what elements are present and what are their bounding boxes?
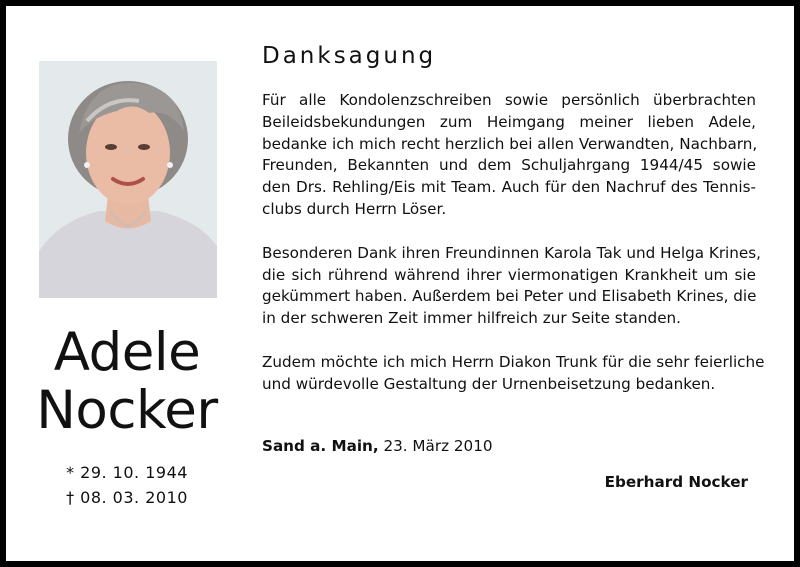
death-date: † 08. 03. 2010: [66, 488, 188, 507]
text-line: in der schweren Zeit immer hilfreich zur Seite standen.: [262, 309, 681, 328]
paragraph-3: [262, 352, 765, 396]
life-dates: [26, 460, 228, 510]
place: Sand a. Main,: [262, 437, 379, 455]
deceased-last-name: Nocker: [36, 380, 218, 441]
deceased-name: [26, 324, 228, 440]
text-line: Beileidsbekundungen zum Heimgang meiner lieben Adele,: [262, 112, 756, 131]
text-line: Freunden, Bekannten und dem Schuljahrgang 1944/45 sowie: [262, 156, 756, 175]
text-line: Zudem möchte ich mich Herrn Diakon Trunk für die sehr feierliche: [262, 352, 765, 371]
page-title: Danksagung: [262, 43, 437, 69]
message-body: [262, 90, 765, 396]
date: 23. März 2010: [383, 437, 493, 455]
text-line: die sich rührend während ihrer viermonatigen Krankheit um sie: [262, 265, 756, 284]
text-line: den Drs. Rehling/Eis mit Team. Auch für den Nachruf des Tennis-: [262, 178, 756, 197]
deceased-first-name: Adele: [53, 322, 201, 383]
signature: Eberhard Nocker: [604, 473, 748, 491]
text-line: Für alle Kondolenzschreiben sowie persönlich überbrachten: [262, 91, 756, 109]
text-line: clubs durch Herrn Löser.: [262, 199, 447, 218]
text-line: und würdevolle Gestaltung der Urnenbeisetzung bedanken.: [262, 374, 716, 393]
place-and-date: [262, 437, 493, 455]
text-line: Besonderen Dank ihren Freundinnen Karola Tak und Helga Krines,: [262, 243, 761, 262]
text-line: gekümmert haben. Außerdem bei Peter und Elisabeth Krines, die: [262, 287, 757, 306]
portrait-photo: [39, 61, 217, 298]
paragraph-1: [262, 90, 756, 221]
text-line: bedanke ich mich recht herzlich bei allen Verwandten, Nachbarn,: [262, 134, 758, 153]
paragraph-2: [262, 243, 761, 330]
birth-date: * 29. 10. 1944: [66, 463, 188, 482]
